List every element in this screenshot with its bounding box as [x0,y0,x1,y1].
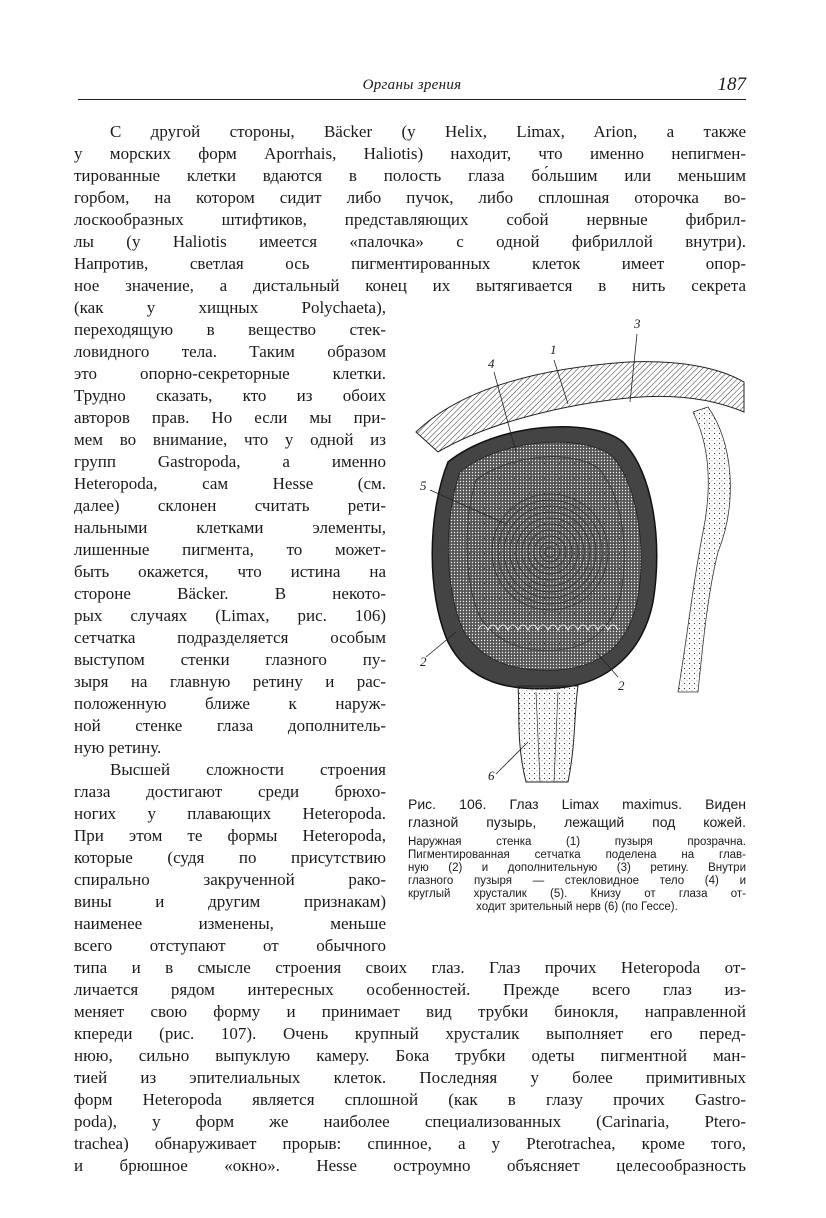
text-line: наименее изменены, меньше [74,914,386,933]
text-line: меняет свою форму и принимает вид трубки бинокля, направленной [74,1002,746,1021]
caption-detail-line: Наружная стенка (1) пузыря прозрачна. [408,836,746,848]
text-line: стороне Bäcker. В некото- [74,584,386,603]
text-line: это опорно-секреторные клетки. [74,364,386,383]
text-line: Напротив, светлая ось пигментированных клеток имеет опор- [74,254,746,273]
text-line: типа и в смысле строения своих глаз. Глаз прочих Heteropoda от- [74,958,746,977]
text-line: спирально закрученной рако- [74,870,386,889]
text-line: Heteropoda, сам Hesse (см. [74,474,386,493]
page-number: 187 [717,74,746,95]
text-line: авторов прав. Но если мы при- [74,408,386,427]
text-line: глаза достигают среди брюхо- [74,782,386,801]
text-line: тией из эпителиальных клеток. Последняя у более примитивных [74,1068,746,1087]
caption-title-line: глазной пузырь, лежащий под кожей. [408,814,746,830]
figure-label-6: 6 [488,768,495,783]
text-line: личается рядом интересных особенностей. Прежде всего глаз из- [74,980,746,999]
caption-detail-line: круглый хрусталик (5). Книзу от глаза от- [408,888,746,900]
figure-label-5: 5 [420,478,427,493]
caption-detail-line: глазного пузыря — стекловидное тело (4) и [408,875,746,887]
caption-title-line: Рис. 106. Глаз Limax maximus. Виден [408,796,746,812]
text-line: быть окажется, что истина на [74,562,386,581]
text-line: ногих у плавающих Heteropoda. [74,804,386,823]
text-line: poda), у форм же наиболее специализованных (Carinaria, Ptero- [74,1112,746,1131]
text-line: С другой стороны, Bäcker (у Helix, Limax, Arion, а также [110,122,746,141]
text-line: нюю, сильно выпуклую камеру. Бока трубки одеты пигментной ман- [74,1046,746,1065]
caption-detail-line: ную (2) и дополнительную (3) ретину. Внутри [408,862,746,874]
text-line: у морских форм Aporrhais, Haliotis) находит, что именно непигмен- [74,144,746,163]
text-line: лишенные пигмента, то может- [74,540,386,559]
text-line: групп Gastropoda, а именно [74,452,386,471]
text-line: Высшей сложности строения [110,760,386,779]
caption-detail-line: Пигментированная сетчатка поделена на глав- [408,849,746,861]
text-line: лоскообразных штифтиков, представляющих собой нервные фибрил- [74,210,746,229]
text-line: всего отступают от обычного [74,936,386,955]
text-line: которые (судя по присутствию [74,848,386,867]
text-line: Трудно сказать, кто из обоих [74,386,386,405]
text-line: форм Heteropoda является сплошной (как в глазу прочих Gastro- [74,1090,746,1109]
figure-label-4: 4 [488,356,495,371]
text-line: ловидного тела. Таким образом [74,342,386,361]
figure-label-3: 3 [634,316,641,331]
figure-label-2-main: 2 [420,654,427,669]
figure-106-limax-eye [408,312,746,788]
text-line: переходящую в вещество стек- [74,320,386,339]
text-line: рых случаях (Limax, рис. 106) [74,606,386,625]
figure-label-2-accessory: 2 [618,678,625,693]
text-line: мем во внимание, что у одной из [74,430,386,449]
text-line: лы (у Haliotis имеется «палочка» с одной фибриллой внутри). [74,232,746,251]
text-line: ную ретину. [74,738,162,757]
text-line: При этом те формы Heteropoda, [74,826,386,845]
text-line: тированные клетки вдаются в полость глаза бо́льшим или меньшим [74,166,746,185]
text-line: выступом стенки глазного пу- [74,650,386,669]
text-line: горбом, на котором сидит либо пучок, либо сплошная оторочка во- [74,188,746,207]
caption-detail-line: ходит зрительный нерв (6) (по Гессе). [476,901,678,913]
text-line: ной стенке глаза дополнитель- [74,716,386,735]
text-line: положенную ближе к наруж- [74,694,386,713]
figure-label-1: 1 [550,342,557,357]
text-line: кпереди (рис. 107). Очень крупный хрусталик выполняет его перед- [74,1024,746,1043]
text-line: сетчатка подразделяется особым [74,628,386,647]
text-line: trachea) обнаруживает прорыв: спинное, а у Pterotrachea, кроме того, [74,1134,746,1153]
running-header [78,74,746,100]
text-line: (как у хищных Polychaeta), [74,298,386,317]
running-title: Органы зрения [362,77,462,93]
text-line: нальными клетками элементы, [74,518,386,537]
text-line: ное значение, а дистальный конец их вытягивается в нить секрета [74,276,746,295]
text-line: вины и другим признакам) [74,892,386,911]
text-line: далее) склонен считать рети- [74,496,386,515]
eye-illustration [408,312,746,788]
text-line: зыря на главную ретину и рас- [74,672,386,691]
text-line: и брюшное «окно». Hesse остроумно объясняет целесообразность [74,1156,746,1175]
